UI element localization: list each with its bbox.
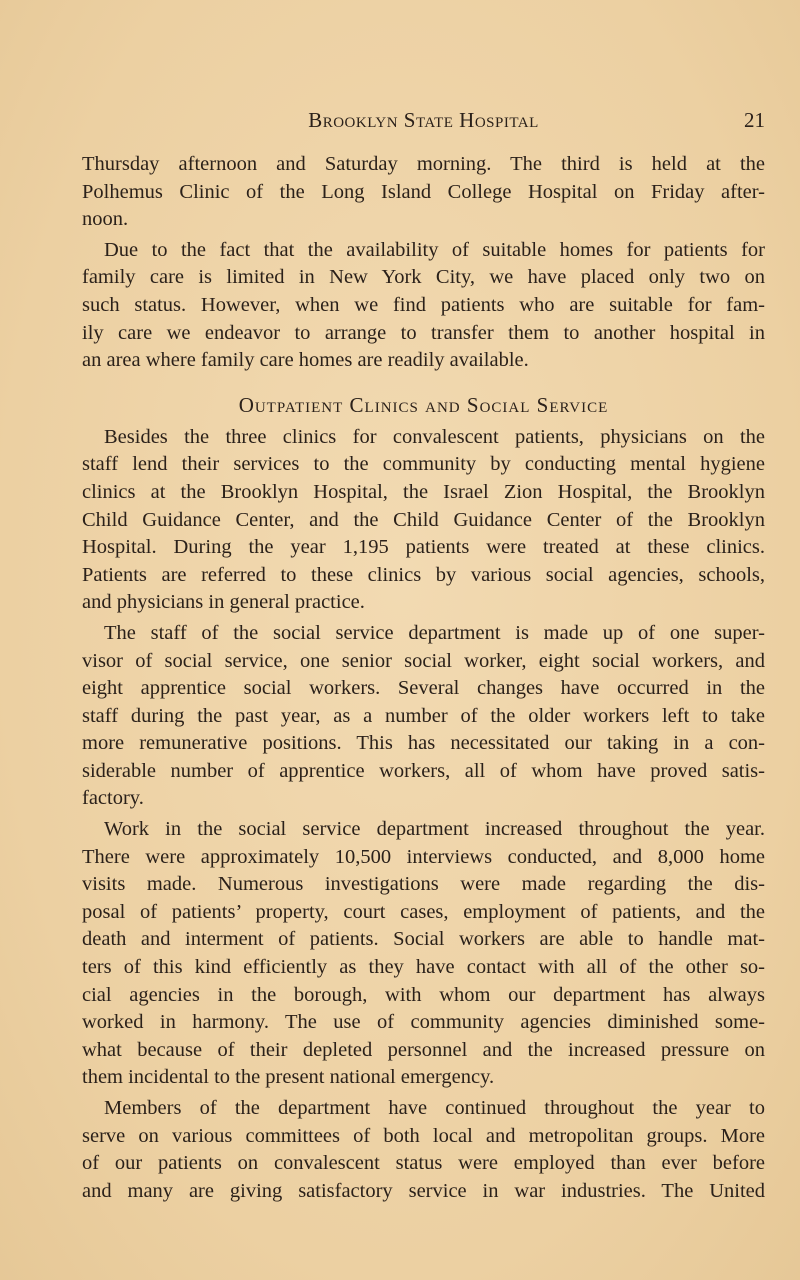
text-line: ters of this kind efficiently as they have contact with all of the other so-: [82, 956, 765, 979]
running-title: Brooklyn State Hospital: [308, 108, 539, 132]
text-line: Patients are referred to these clinics by various social agencies, schools,: [82, 563, 765, 586]
section-heading: Outpatient Clinics and Social Service: [238, 392, 609, 417]
text-line: more remunerative positions. This has necessitated our taking in a con-: [82, 732, 765, 755]
text-line: eight apprentice social workers. Several changes have occurred in the: [82, 677, 765, 700]
text-line: serve on various committees of both local and metropolitan groups. More: [82, 1124, 765, 1147]
paragraph: [82, 620, 765, 813]
page-number: 21: [744, 108, 765, 132]
text-line: factory.: [82, 787, 144, 810]
paragraph: [82, 424, 765, 617]
text-line: them incidental to the present national emergency.: [82, 1066, 495, 1089]
text-line: Due to the fact that the availability of suitable homes for patients for: [104, 238, 765, 261]
text-line: Polhemus Clinic of the Long Island College Hospital on Friday after-: [82, 180, 765, 203]
text-line: what because of their depleted personnel and the increased pressure on: [82, 1038, 765, 1061]
text-line: Thursday afternoon and Saturday morning. The third is held at the: [82, 153, 765, 175]
text-line: and physicians in general practice.: [82, 591, 365, 614]
text-line: visits made. Numerous investigations were made regarding the dis-: [82, 873, 765, 896]
text-line: death and interment of patients. Social workers are able to handle mat-: [82, 928, 765, 951]
text-line: siderable number of apprentice workers, all of whom have proved satis-: [82, 759, 765, 782]
text-line: Hospital. During the year 1,195 patients were treated at these clinics.: [82, 536, 765, 559]
text-line: clinics at the Brooklyn Hospital, the Israel Zion Hospital, the Brooklyn: [82, 480, 765, 503]
text-line: ily care we endeavor to arrange to transfer them to another hospital in: [82, 321, 765, 344]
text-line: visor of social service, one senior social worker, eight social workers, and: [82, 649, 765, 672]
text-line: There were approximately 10,500 interviews conducted, and 8,000 home: [82, 845, 765, 868]
text-line: such status. However, when we find patients who are suitable for fam-: [82, 293, 765, 316]
text-line: of our patients on convalescent status were employed than ever before: [82, 1152, 765, 1175]
text-line: family care is limited in New York City, we have placed only two on: [82, 266, 765, 289]
text-line: Members of the department have continued throughout the year to: [104, 1097, 765, 1119]
text-line: Child Guidance Center, and the Child Guidance Center of the Brooklyn: [82, 508, 765, 531]
text-line: cial agencies in the borough, with whom our department has always: [82, 983, 765, 1006]
text-line: worked in harmony. The use of community agencies diminished some-: [82, 1011, 765, 1034]
page-body: [82, 151, 765, 1208]
page-header: [82, 108, 765, 138]
text-line: posal of patients’ property, court cases, employment of patients, and the: [82, 900, 765, 923]
text-line: Besides the three clinics for convalescent patients, physicians on the: [104, 425, 765, 448]
text-line: staff lend their services to the community by conducting mental hygiene: [82, 453, 765, 476]
paragraph: [82, 151, 765, 234]
text-line: noon.: [82, 208, 129, 231]
paragraph: [82, 816, 765, 1092]
text-line: and many are giving satisfactory service in war industries. The United: [82, 1179, 765, 1202]
text-line: The staff of the social service department is made up of one super-: [104, 621, 765, 644]
text-line: Work in the social service department increased throughout the year.: [104, 818, 765, 841]
text-line: an area where family care homes are readily available.: [82, 349, 529, 372]
paragraph: [82, 237, 765, 375]
text-line: staff during the past year, as a number of the older workers left to take: [82, 704, 765, 727]
paragraph: [82, 1095, 765, 1205]
